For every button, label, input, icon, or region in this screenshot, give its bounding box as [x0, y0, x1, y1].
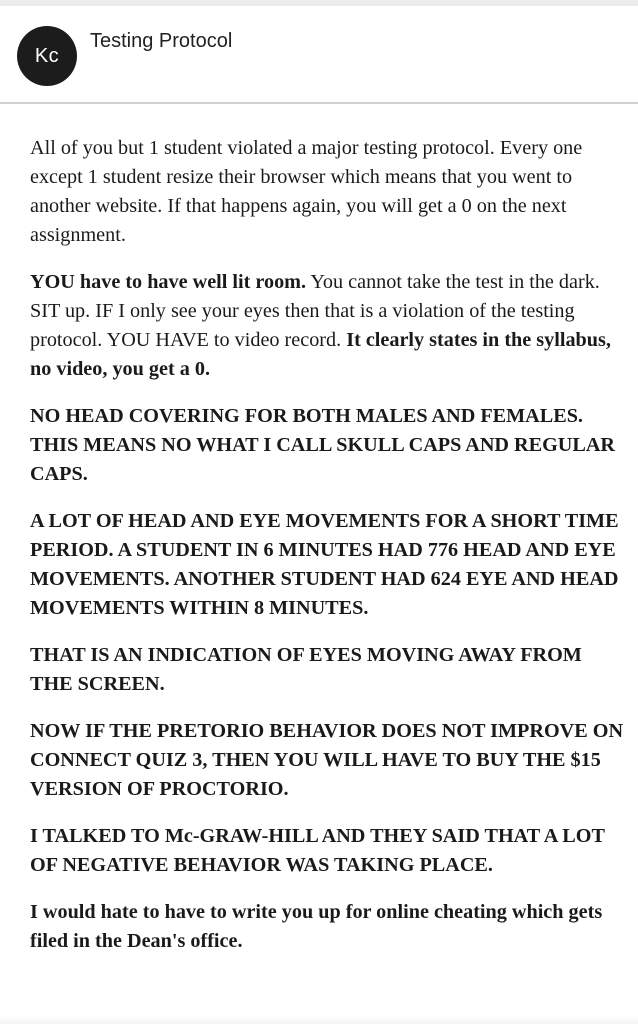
message-body: [30, 134, 626, 974]
paragraph-4: A LOT OF HEAD AND EYE MOVEMENTS FOR A SHORT TIME PERIOD. A STUDENT IN 6 MINUTES HAD 776 HEAD AND EYE MOVEMENTS. ANOTHER STUDENT HAD 624 EYE AND HEAD MOVEMENTS WITHIN 8 MINUTES.: [30, 510, 619, 619]
message-header: [0, 6, 638, 102]
paragraph-2: [30, 268, 626, 384]
message-title: Testing Protocol: [90, 30, 233, 52]
paragraph-7: I TALKED TO Mc-GRAW-HILL AND THEY SAID THAT A LOT OF NEGATIVE BEHAVIOR WAS TAKING PLACE.: [30, 825, 605, 876]
paragraph-6: NOW IF THE PRETORIO BEHAVIOR DOES NOT IMPROVE ON CONNECT QUIZ 3, THEN YOU WILL HAVE TO BUY THE $15 VERSION OF PROCTORIO.: [30, 720, 624, 800]
paragraph-8: I would hate to have to write you up for online cheating which gets filed in the Dean's office.: [30, 901, 603, 952]
paragraph-1: All of you but 1 student violated a major testing protocol. Every one except 1 student resize their browser which means that you went to another website. If that happens again, you will get a 0 on the next assignment.: [30, 137, 583, 246]
avatar[interactable]: [17, 26, 77, 86]
paragraph-2-bold-start: YOU have to have well lit room.: [30, 271, 307, 293]
avatar-initials: Kc: [34, 44, 60, 67]
paragraph-3: NO HEAD COVERING FOR BOTH MALES AND FEMALES. THIS MEANS NO WHAT I CALL SKULL CAPS AND REGULAR CAPS.: [30, 405, 616, 485]
bottom-fade: [0, 1016, 638, 1024]
header-divider: [0, 102, 638, 104]
paragraph-2-text: You cannot take the test in the dark. SIT up. IF I only see your eyes then that is a violation of the testing protocol. YOU HAVE to video record.: [30, 271, 600, 351]
paragraph-2-bold-end: It clearly states in the syllabus, no video, you get a 0.: [30, 329, 611, 380]
paragraph-5: THAT IS AN INDICATION OF EYES MOVING AWAY FROM THE SCREEN.: [30, 644, 582, 695]
